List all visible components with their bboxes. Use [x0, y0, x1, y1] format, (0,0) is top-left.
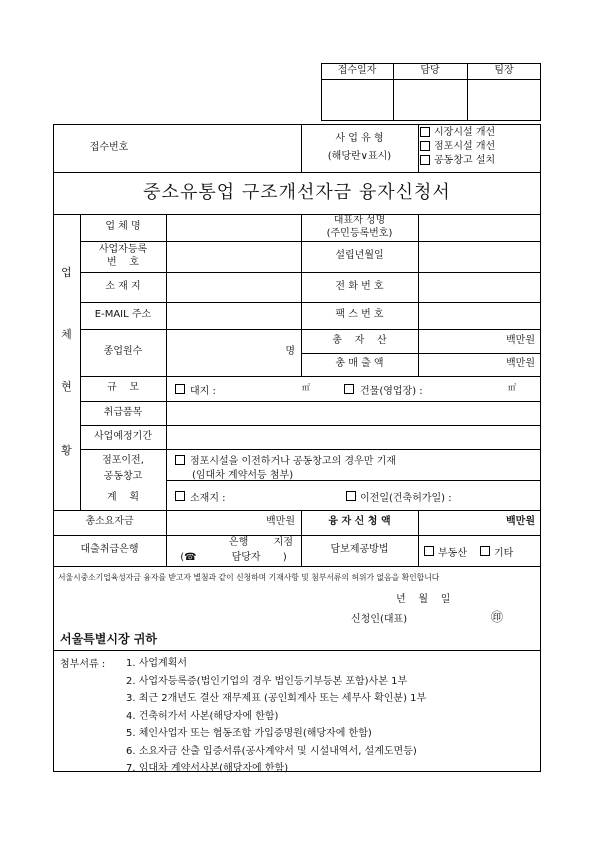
collateral-options: 부동산 기타 [418, 535, 541, 566]
total-fund-field[interactable]: 백만원 [266, 516, 295, 528]
fax-field[interactable] [419, 303, 540, 328]
handled-items-field[interactable] [167, 402, 540, 424]
business-type-option-store[interactable]: 점포시설 개선 [420, 140, 540, 154]
attachment-item: 7. 임대차 계약서사본(해당자에 한함) [126, 763, 289, 774]
company-name-label: 업 체 명 [105, 221, 141, 233]
employees-label: 종업원수 [103, 346, 143, 358]
receipt-number-label: 접수번호 [89, 141, 129, 153]
attachment-item: 2. 사업자등록증(법인기업의 경우 법인등기부등본 포함)사본 1부 [126, 675, 408, 687]
founded-date-label: 설립년월일 [335, 250, 384, 262]
business-type-label [301, 124, 418, 172]
form-title: 중소유통업 구조개선자금 융자신청서 [143, 181, 451, 203]
relocation-note: 점포시설을 이전하거나 공동창고의 경우만 기재 (임대차 계약서등 첨부) [166, 449, 541, 480]
business-period-field[interactable] [167, 426, 540, 448]
total-sales-field[interactable]: 백만원 [506, 358, 535, 370]
business-type-options [420, 126, 540, 170]
address-field[interactable] [167, 273, 300, 301]
representative-field[interactable] [419, 215, 540, 240]
total-assets-field[interactable]: 백만원 [506, 334, 535, 346]
receipt-number-field[interactable] [166, 126, 299, 170]
approval-sign-date[interactable] [322, 80, 392, 120]
applicant-label: 신청인(대표) [351, 614, 408, 625]
loan-amount-field[interactable]: 백만원 [506, 516, 535, 528]
relocation-checkbox[interactable] [175, 455, 185, 465]
business-type-option-market[interactable]: 시장시설 개선 [420, 126, 540, 140]
checkbox-icon [420, 155, 430, 165]
bank-branch-text: 은행 지점 [228, 537, 293, 548]
phone-field[interactable] [419, 273, 540, 301]
approval-sign-staff[interactable] [394, 80, 466, 120]
building-unit: ㎡ [508, 383, 516, 392]
approval-header-date: 접수일자 [337, 64, 377, 76]
move-date-checkbox[interactable] [346, 491, 356, 501]
land-label: 대지 : [190, 386, 216, 397]
representative-label: 대표자 성명 (주민등록번호) [326, 215, 393, 239]
collateral-label: 담보제공방법 [330, 544, 389, 556]
business-type-note: (해당란∨표시) [327, 151, 392, 162]
approval-header-staff: 담당 [420, 64, 440, 76]
employees-field[interactable]: 명 [285, 346, 295, 358]
bank-label: 대출취급은행 [80, 544, 139, 556]
total-fund-label: 총소요자금 [85, 516, 134, 528]
approval-sign-lead[interactable] [468, 80, 540, 120]
business-registration-label: 사업자등록 번 호 [98, 244, 148, 268]
email-field[interactable] [167, 303, 300, 328]
building-label: 건물(영업장) : [360, 386, 423, 397]
addressee: 서울특별시장 귀하 [60, 632, 157, 646]
loan-amount-label: 융 자 신 청 액 [328, 516, 391, 528]
fax-label: 팩 스 번 호 [335, 309, 384, 321]
attachment-item: 1. 사업계획서 [126, 658, 188, 669]
scale-label: 규 모 [106, 382, 140, 394]
attachment-item: 4. 건축허가서 사본(해당자에 한함) [126, 710, 279, 722]
attachment-item: 5. 체인사업자 또는 협동조합 가입증명원(해당자에 한함) [126, 728, 372, 739]
email-label: E-MAIL 주소 [94, 309, 152, 321]
address-label: 소 재 지 [105, 280, 141, 292]
seal-mark: ㊞ [491, 610, 504, 624]
founded-date-field[interactable] [419, 242, 540, 271]
collateral-other-checkbox[interactable] [480, 546, 490, 556]
checkbox-icon [420, 127, 430, 137]
handled-items-label: 취급품목 [103, 406, 143, 418]
attachment-item: 3. 최근 2개년도 결산 재무제표 (공인회계사 또는 세무사 확인분) 1부 [126, 693, 427, 704]
business-registration-field[interactable] [167, 242, 300, 271]
collateral-realestate-checkbox[interactable] [424, 546, 434, 556]
approval-header-lead: 팀장 [494, 64, 514, 76]
relocation-details: 소재지 : 이전일(건축허가일) : [166, 480, 541, 510]
business-period-label: 사업예정기간 [94, 430, 152, 442]
company-status-side-label: 업 체 현 황 [61, 266, 72, 457]
land-unit: ㎡ [302, 383, 310, 392]
attachments-label: 첨부서류 : [60, 659, 106, 670]
checkbox-icon [420, 141, 430, 151]
bank-contact-text: (☎ 담당자 ) [180, 551, 287, 563]
relocation-label: 점포이전, 공동창고 계 획 [102, 454, 144, 503]
bank-field[interactable] [166, 535, 301, 566]
total-assets-label: 총 자 산 [332, 334, 387, 346]
land-checkbox[interactable] [175, 384, 185, 394]
building-checkbox[interactable] [344, 384, 354, 394]
business-type-title: 사 업 유 형 [335, 132, 384, 144]
location-checkbox[interactable] [175, 491, 185, 501]
scale-field [166, 376, 541, 401]
business-type-option-warehouse[interactable]: 공동창고 설치 [420, 154, 540, 168]
phone-label: 전 화 번 호 [335, 280, 384, 292]
attachments-list [126, 655, 536, 778]
attachment-item: 6. 소요자금 산출 입증서류(공사계약서 및 시설내역서, 설계도면등) [126, 745, 417, 757]
date-line: 년 월 일 [396, 594, 451, 605]
company-name-field[interactable] [167, 215, 300, 240]
declaration-text: 서울시중소기업육성자금 융자를 받고자 별첨과 같이 신청하며 기재사항 및 첨부서류의 허위가 없음을 확인합니다 [58, 573, 440, 582]
total-sales-label: 총 매 출 액 [335, 358, 384, 370]
